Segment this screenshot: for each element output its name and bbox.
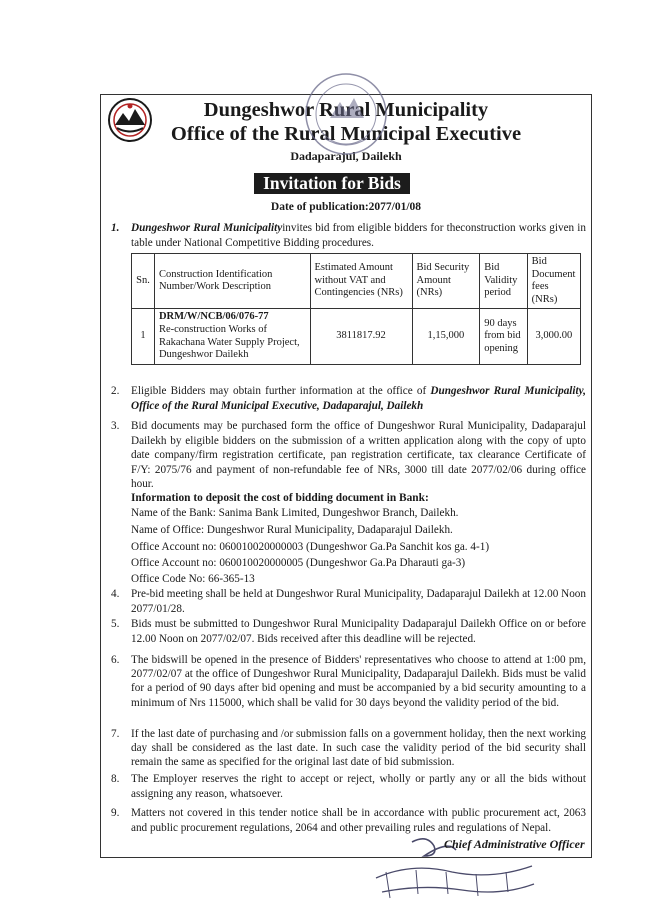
header-sn: Sn. (132, 254, 155, 309)
item-6-text: The bidswill be opened in the presence of Bidders' representatives who choose to attend at 1:00 pm, 2077/02/07 at the office of Dungeshwor Rural Municipality, Dadaparajul Dailekh. Bids must be valid for a period of 90 days after bid opening and must be accompanied by a bid security amounting to a minimum of Nrs 115000, which shall be valid for 30 days beyond the validity period of the bid. (131, 654, 586, 709)
item-8-text: The Employer reserves the right to accept or reject, wholly or partly any or all the bids without assigning any reason, whatsoever. (131, 773, 586, 800)
item-number: 3. (111, 420, 120, 432)
item-number: 5. (111, 618, 120, 630)
item-number: 7. (111, 728, 120, 740)
office-name: Office of the Rural Municipal Executive (170, 123, 522, 145)
item-2-body: Eligible Bidders may obtain further information at the office of (131, 385, 431, 397)
work-description: Re-construction Works of Rakachana Water Supply Project, Dungeshwor Dailekh (158, 323, 300, 361)
item-5-text: Bids must be submitted to Dungeshwor Rural Municipality Dadaparajul Dailekh Office on or before 12.00 Noon on 2077/02/07. Bids received after this deadline will be rejected. (131, 618, 586, 645)
org-name: Dungeshwor Rural Municipality (131, 222, 283, 234)
account-1: Office Account no: 060010020000003 (Dungeshwor Ga.Pa Sanchit kos ga. 4-1) (131, 541, 490, 553)
item-2-text (131, 384, 586, 413)
table-row (132, 309, 581, 364)
cell-fees: 3,000.00 (527, 309, 580, 364)
header-amount: Estimated Amount without VAT and Contingencies (NRs) (310, 254, 412, 309)
item-1-text (131, 221, 586, 250)
bid-table (131, 253, 581, 365)
item-7-text: If the last date of purchasing and /or submission falls on a government holiday, then the next working day shall be considered as the last date. In such case the validity period of the bid security shall remain the same as specified for the original last date of bid submission. (131, 728, 586, 769)
item-1-body: invites bid from eligible bidders for theconstruction works given in table under National Competitive Bidding procedures. (131, 222, 587, 249)
header-description: Construction Identification Number/Work Description (154, 254, 310, 309)
bank-info-heading: Information to deposit the cost of bidding document in Bank: (131, 492, 429, 504)
work-id: DRM/W/NCB/06/076-77 (158, 311, 269, 323)
municipality-name: Dungeshwor Rural Municipality (203, 99, 489, 121)
item-number: 9. (111, 807, 120, 819)
cell-amount: 3811817.92 (310, 309, 412, 364)
cell-sn: 1 (132, 309, 155, 364)
cell-validity: 90 days from bid opening (480, 309, 527, 364)
chief-administrative-officer: Chief Administrative Officer (444, 837, 585, 851)
item-3-text: Bid documents may be purchased form the office of Dungeshwor Rural Municipality, Dadaparajul Dailekh by eligible bidders on the submission of a written application along with the copy of upto date company/firm registration certificate, pan registration certificate, tax clearance Certificate of F/Y: 2075/76 and payment of non-refundable fee of NRs, 3000 till date 2077/02/06 during office hour. (131, 420, 586, 491)
header-security: Bid Security Amount (NRs) (412, 254, 480, 309)
item-number: 8. (111, 773, 120, 785)
publication-date: Date of publication:2077/01/08 (270, 201, 422, 213)
header-fees: Bid Document fees (NRs) (527, 254, 580, 309)
header-validity: Bid Validity period (480, 254, 527, 309)
invitation-banner: Invitation for Bids (254, 173, 410, 194)
account-2: Office Account no: 060010020000005 (Dungeshwor Ga.Pa Dharauti ga-3) (131, 557, 466, 569)
table-header-row (132, 254, 581, 309)
office-name-line: Name of Office: Dungeshwor Rural Municipality, Dadaparajul Dailekh. (131, 524, 453, 536)
office-code: Office Code No: 66-365-13 (131, 573, 255, 585)
cell-security: 1,15,000 (412, 309, 480, 364)
bank-name: Name of the Bank: Sanima Bank Limited, Dungeshwor Branch, Dailekh. (131, 507, 459, 519)
item-4-text: Pre-bid meeting shall be held at Dungeshwor Rural Municipality, Dadaparajul Dailekh at 12.00 Noon 2077/01/28. (131, 588, 586, 615)
item-2-office: Dungeshwor Rural Municipality, Office of the Rural Municipal Executive, Dadaparajul, Dailekh (131, 385, 586, 412)
item-number: 6. (111, 654, 120, 666)
cell-description (154, 309, 310, 364)
item-9-text: Matters not covered in this tender notice shall be in accordance with public procurement act, 2063 and public procurement regulations, 2064 and other prevailing rules and regulations of Nepal. (131, 807, 586, 834)
item-number: 4. (111, 588, 120, 600)
office-seal-stamp (300, 52, 392, 176)
office-location: Dadaparajul, Dailekh (290, 149, 402, 163)
item-number: 1. (111, 222, 120, 234)
item-number: 2. (111, 385, 120, 397)
